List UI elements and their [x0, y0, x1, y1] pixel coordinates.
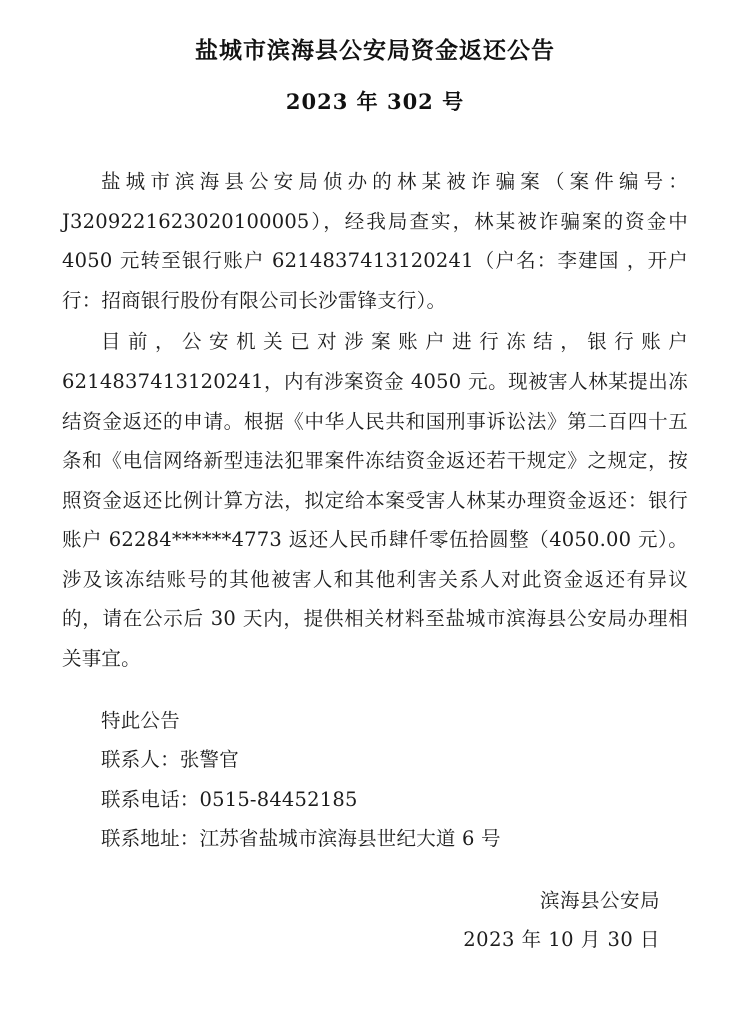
issue-date: 2023 年 10 月 30 日: [463, 927, 660, 951]
contact-block: [62, 701, 688, 859]
paragraph-case-details: 盐城市滨海县公安局侦办的林某被诈骗案（案件编号：J3209221623020100005），经我局查实，林某被诈骗案的资金中 4050 元转至银行账户 6214837413120241（户名：李建国 ，开户行：招商银行股份有限公司长沙雷锋支行）。: [62, 170, 688, 312]
signature-block: [62, 881, 688, 959]
contact-address: 联系地址：江苏省盐城市滨海县世纪大道 6 号: [101, 827, 501, 851]
paragraph-refund-details: 目前，公安机关已对涉案账户进行冻结，银行账户 6214837413120241，内有涉案资金 4050 元。现被害人林某提出冻结资金返还的申请。根据《中华人民共和国刑事诉讼法》第二百四十五条和《电信网络新型违法犯罪案件冻结资金返还若干规定》之规定，按照资金返还比例计算方法，拟定给本案受害人林某办理资金返还：银行账户 62284******4773 返还人民币肆仟零伍拾圆整（4050.00 元）。涉及该冻结账号的其他被害人和其他利害关系人对此资金返还有异议的，请在公示后 30 天内，提供相关材料至盐城市滨海县公安局办理相关事宜。: [62, 330, 688, 671]
issuing-organization: 滨海县公安局: [539, 888, 660, 912]
contact-person: 联系人：张警官: [101, 748, 239, 772]
title-block: [62, 34, 688, 118]
page-title: 盐城市滨海县公安局资金返还公告: [195, 37, 555, 64]
document-body: [62, 162, 688, 679]
contact-phone: 联系电话：0515-84452185: [101, 787, 358, 811]
document-number: 2023 年 302 号: [285, 88, 465, 114]
closing-statement: 特此公告: [101, 708, 180, 732]
